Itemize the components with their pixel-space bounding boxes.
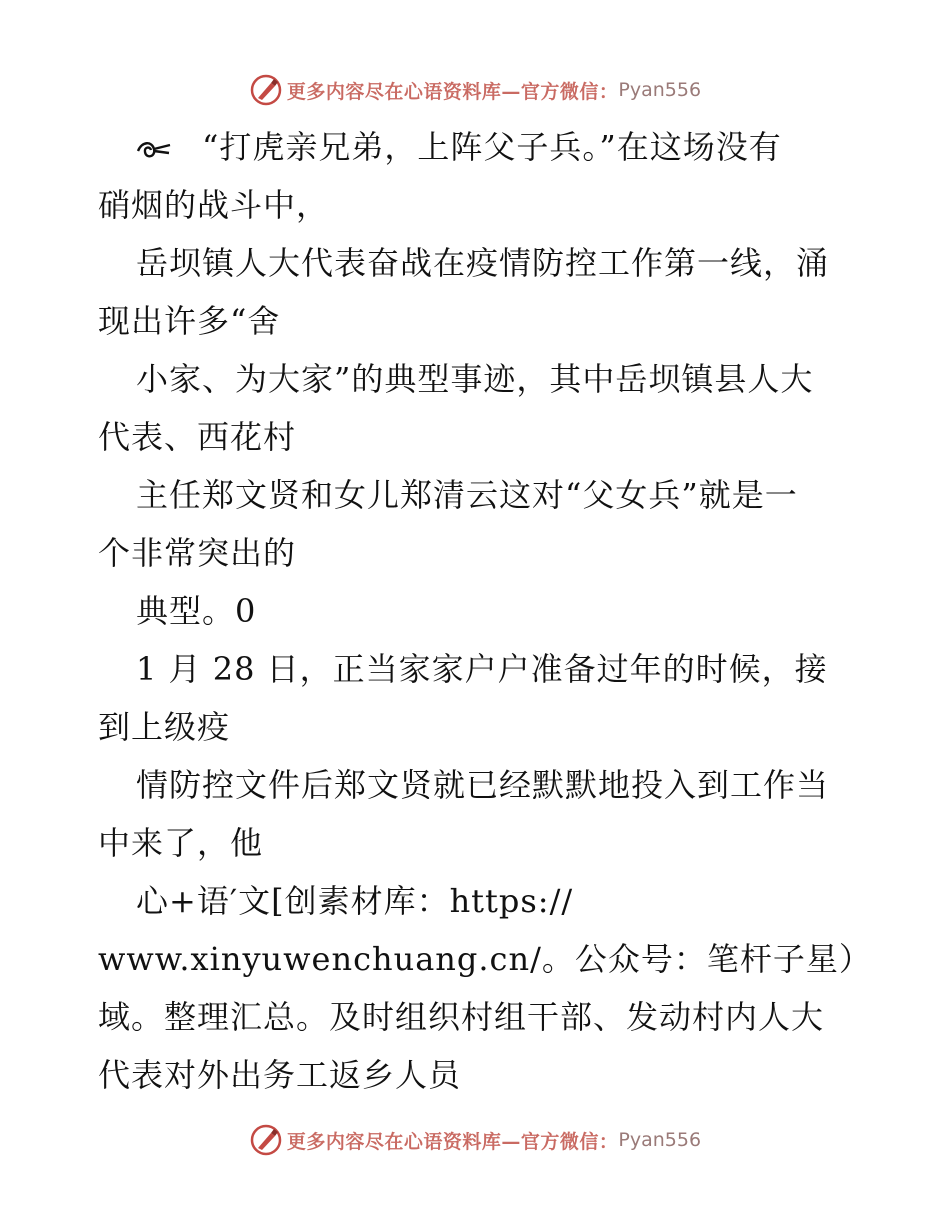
text-line: 典型。0 bbox=[136, 592, 257, 630]
text-line-content: “打虎亲兄弟，上阵父子兵。”在这场没有 bbox=[202, 128, 782, 166]
text-line: www.xinyuwenchuang.cn/。公众号：笔杆子星） bbox=[98, 940, 872, 978]
text-line: 硝烟的战斗中， bbox=[98, 186, 330, 224]
text-line: 个非常突出的 bbox=[98, 534, 297, 572]
text-line: 小家、为大家”的典型事迹，其中岳坝镇县人大 bbox=[136, 360, 814, 398]
pen-logo-icon bbox=[249, 1123, 283, 1157]
footer-banner bbox=[0, 1120, 950, 1160]
swirl-bullet-icon bbox=[136, 139, 172, 161]
document-body bbox=[98, 118, 872, 1104]
header-banner bbox=[0, 70, 950, 110]
text-line: 情防控文件后郑文贤就已经默默地投入到工作当 bbox=[136, 766, 830, 804]
text-line: 到上级疫 bbox=[98, 708, 231, 746]
text-line: 1 月 28 日，正当家家户户准备过年的时候，接 bbox=[136, 650, 828, 688]
banner-wechat-id: Pyan556 bbox=[618, 79, 702, 101]
text-line: 代表对外出务工返乡人员 bbox=[98, 1056, 462, 1094]
text-line: 代表、西花村 bbox=[98, 418, 297, 456]
banner-text: 更多内容尽在心语资料库—官方微信： bbox=[286, 1130, 619, 1153]
text-line: 心+语′文[创素材库：https:// bbox=[136, 882, 574, 920]
banner-text: 更多内容尽在心语资料库—官方微信： bbox=[286, 80, 619, 103]
text-line: 中来了，他 bbox=[98, 824, 264, 862]
banner-wechat-id: Pyan556 bbox=[618, 1129, 702, 1151]
text-line bbox=[98, 118, 858, 176]
text-line: 岳坝镇人大代表奋战在疫情防控工作第一线，涌 bbox=[136, 244, 830, 282]
text-line: 主任郑文贤和女儿郑清云这对“父女兵”就是一 bbox=[136, 476, 798, 514]
text-line: 现出许多“舍 bbox=[98, 302, 281, 340]
pen-logo-icon bbox=[249, 73, 283, 107]
text-line: 域。整理汇总。及时组织村组干部、发动村内人大 bbox=[98, 998, 825, 1036]
